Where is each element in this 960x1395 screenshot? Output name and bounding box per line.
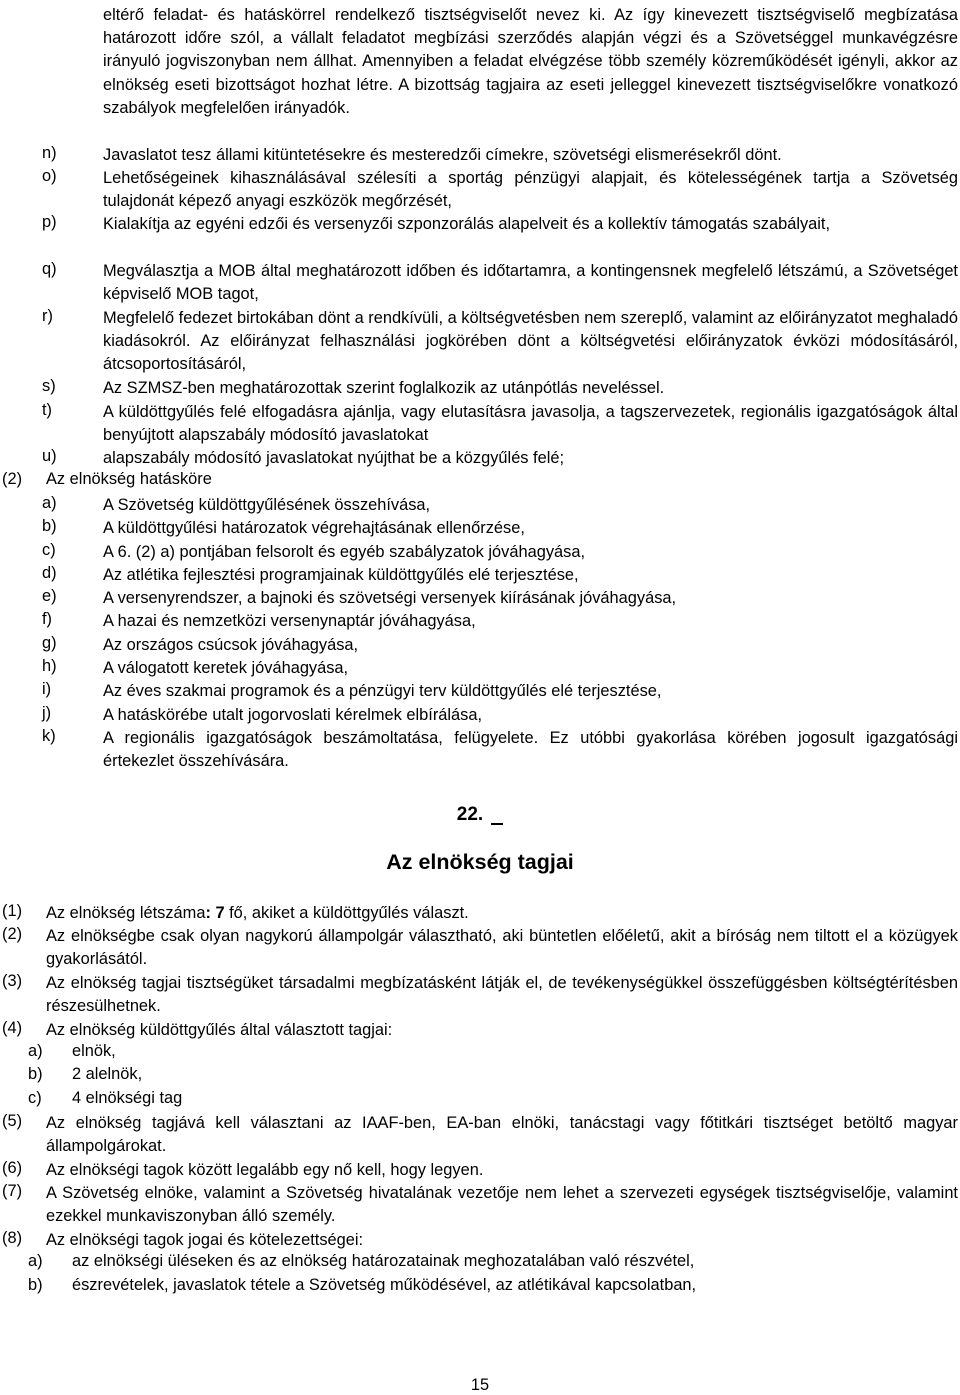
list-text: A Szövetség küldöttgyűlésének összehívása, [103,496,431,514]
paragraph-5 [0,1112,958,1158]
competence-item-g [0,634,958,657]
list-item-t [0,401,958,447]
list-marker: o) [42,167,57,185]
list-text: A küldöttgyűlés felé elfogadásra ajánlja, vagy elutasításra javasolja, a tagszervezetek, regionális igazgatóságok által benyújtott alapszabály módosító javaslatokat [103,403,958,445]
paragraph-marker: (1) [2,902,23,920]
list-text: Az SZMSZ-ben meghatározottak szerint foglalkozik az utánpótlás neveléssel. [103,379,665,397]
page-number: 15 [470,1376,490,1394]
list-text: Kialakítja az egyéni edzői és versenyzői szponzorálás alapelveit és a kollektív támogatás szabályait, [103,215,831,233]
list-marker: j) [42,704,52,722]
list-text: Javaslatot tesz állami kitüntetésekre és mesteredzői címekre, szövetségi elismerésekről dönt. [103,146,782,164]
paragraph-text: Az elnökség tagjai tisztségüket társadalmi megbízatásként látják el, de tevékenységükkel összefüggésben költségtérítésben részesülhetnek. [46,974,958,1016]
list-text: Az atlétika fejlesztési programjainak küldöttgyűlés elé terjesztése, [103,566,579,584]
paragraph-marker: (8) [2,1229,23,1247]
continuation-paragraph: eltérő feladat- és hatáskörrel rendelkező tisztségviselőt nevez ki. Az így kinevezett tisztségviselő megbízatása határozott időre szól, a vállalt feladatot megbízási szerződés alapján végzi és a Szövetséggel munkavégzésre irányuló jogviszonyban nem állhat. Amennyiben a feladat elvégzése több személy közreműködését igényli, akkor az elnökség eseti bizottságot hozhat létre. A bizottság tagjaira az eseti jelleggel kinevezett tisztségviselőkre vonatkozó szabályok megfelelően irányadók. [103,6,958,117]
paragraph-8 [0,1229,958,1252]
list-text: A versenyrendszer, a bajnoki és szövetségi versenyek kiírásának jóváhagyása, [103,589,677,607]
paragraph-2 [0,925,958,971]
list-text: A regionális igazgatóságok beszámoltatása, felügyelete. Ez utóbbi gyakorlása körében jogosult igazgatósági értekezlet összehívására. [103,729,958,771]
section-number-heading [0,801,960,826]
paragraph-3 [0,972,958,1018]
list-text: 2 alelnök, [72,1065,143,1083]
list-marker: i) [42,680,52,698]
paragraph-text: A Szövetség elnöke, valamint a Szövetség hivatalának vezetője nem lehet a szervezeti egységek tisztségviselője, valamint ezekkel munkaviszonyban álló személy. [46,1184,958,1226]
list-marker: c) [28,1089,42,1107]
list-text: Megfelelő fedezet birtokában dönt a rendkívüli, a költségvetésben nem szereplő, valamint az előirányzatot meghaladó kiadásokról. Az előirányzat felhasználási jogkörében dönt a költségvetési előirányzatok évközi módosításáról, átcsoportosításáról, [103,309,958,374]
section-title-heading: Az elnökség tagjai [386,850,574,874]
list-marker: c) [42,541,56,559]
list-marker: a) [42,494,57,512]
list-item-o [0,167,958,213]
list-text: A 6. (2) a) pontjában felsorolt és egyéb szabályzatok jóváhagyása, [103,543,585,561]
competence-item-a [0,494,958,517]
list-text: az elnökségi üléseken és az elnökség határozatainak meghozatalában való részvétel, [72,1252,695,1270]
list-marker: h) [42,657,57,675]
list-item-r [0,307,958,377]
list-item-p [0,213,958,236]
list-marker: s) [42,377,56,395]
paragraph-marker: (6) [2,1159,23,1177]
competence-item-d [0,564,958,587]
competence-item-h [0,657,958,680]
list-marker: p) [42,213,57,231]
list-item-q [0,260,958,306]
list-text: A küldöttgyűlési határozatok végrehajtásának ellenőrzése, [103,519,525,537]
competence-item-b [0,517,958,540]
list-marker: b) [28,1276,43,1294]
paragraph-text: Az elnökség küldöttgyűlés által választott tagjai: [46,1021,393,1039]
list-text: A hatáskörébe utalt jogorvoslati kérelmek elbírálása, [103,706,483,724]
list-text: Az éves szakmai programok és a pénzügyi terv küldöttgyűlés elé terjesztése, [103,682,662,700]
list-marker: g) [42,634,57,652]
list-text: A válogatott keretek jóváhagyása, [103,659,349,677]
list-marker: a) [28,1042,43,1060]
list-item-s [0,377,958,400]
paragraph-1 [0,902,958,925]
competence-item-f [0,610,958,633]
list-marker: e) [42,587,57,605]
section-sign-icon [491,801,503,825]
list-text: Lehetőségeinek kihasználásával szélesíti a sportág pénzügyi alapjait, és kötelességének tartja a Szövetség tulajdonát képező anyagi eszközök megőrzését, [103,169,958,211]
list-marker: t) [42,401,53,419]
list-text: A hazai és nemzetközi versenynaptár jóváhagyása, [103,612,476,630]
list-text: 4 elnökségi tag [72,1089,183,1107]
paragraph-6 [0,1159,958,1182]
list-text: elnök, [72,1042,116,1060]
paragraph-text: Az elnökség tagjává kell választani az IAAF-ben, EA-ban elnöki, tanácstagi vagy főtitkári tisztséget betöltő magyar állampolgárokat. [46,1114,958,1156]
competence-item-j [0,704,958,727]
list-text: Megválasztja a MOB által meghatározott időben és időtartamra, a kontingensnek megfelelő létszámú, a Szövetséget képviselő MOB tagot, [103,262,958,304]
list-marker: k) [42,727,56,745]
list-text: észrevételek, javaslatok tétele a Szövetség működésével, az atlétikával kapcsolatban, [72,1276,697,1294]
list-text: Az országos csúcsok jóváhagyása, [103,636,359,654]
list-marker: a) [28,1252,43,1270]
list-marker: b) [42,517,57,535]
list-marker: u) [42,447,57,465]
paragraph-marker: (5) [2,1112,23,1130]
list-marker: r) [42,307,53,325]
paragraph-text: Az elnökségi tagok jogai és kötelezettségei: [46,1231,364,1249]
paragraph-text: Az elnökségi tagok között legalább egy nő kell, hogy legyen. [46,1161,484,1179]
list-marker: d) [42,564,57,582]
list-marker: b) [28,1065,43,1083]
section-number: 22. [456,804,484,825]
list-item-u [0,447,958,470]
list-marker: f) [42,610,53,628]
competence-item-c [0,541,958,564]
list-item-n [0,144,958,167]
section-marker: (2) [2,470,23,488]
competence-item-i [0,680,958,703]
section-title: Az elnökség hatásköre [46,470,212,488]
paragraph-marker: (7) [2,1182,23,1200]
paragraph-marker: (3) [2,972,23,990]
paragraph-marker: (2) [2,925,23,943]
paragraph-text: Az elnökségbe csak olyan nagykorú állampolgár választható, aki büntetlen előéletű, akit a bíróság nem tiltott el a közügyek gyakorlásától. [46,927,958,969]
paragraph-text: Az elnökség létszáma [46,904,206,922]
paragraph-marker: (4) [2,1019,23,1037]
list-marker: n) [42,144,57,162]
paragraph-text-after: fő, akiket a küldöttgyűlés választ. [224,904,469,922]
list-text: alapszabály módosító javaslatokat nyújthat be a közgyűlés felé; [103,449,565,467]
competence-item-e [0,587,958,610]
paragraph-4 [0,1019,958,1042]
list-marker: q) [42,260,57,278]
paragraph-text-bold: : 7 [205,904,225,922]
competence-item-k [0,727,958,773]
paragraph-7 [0,1182,958,1228]
